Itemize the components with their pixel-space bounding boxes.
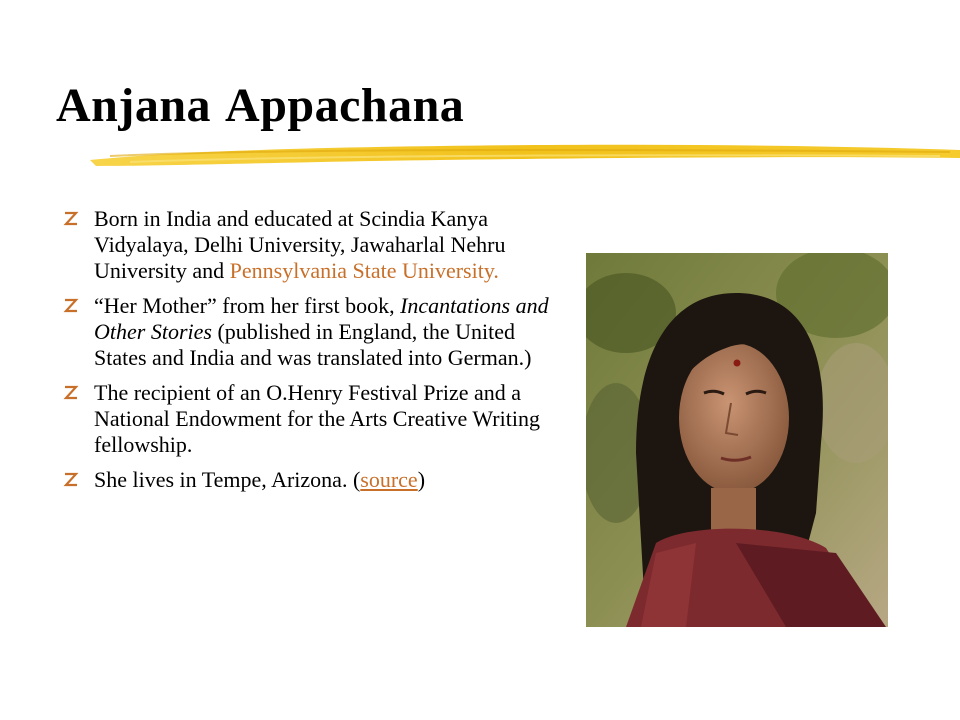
- z-bullet-icon: [62, 468, 80, 490]
- source-link[interactable]: source: [360, 467, 418, 492]
- portrait-illustration: [586, 253, 888, 627]
- z-bullet-icon: [62, 294, 80, 316]
- bullet-awards-text: The recipient of an O.Henry Festival Prize and a National Endowment for the Arts Creative Writing fellowship.: [94, 380, 540, 457]
- bullet-education-text: Born in India and educated at Scindia Kanya Vidyalaya, Delhi University, Jawaharlal Nehru University and: [94, 206, 506, 283]
- bullet-awards: [60, 380, 560, 458]
- slide-title: [56, 78, 464, 133]
- author-portrait-photo: [586, 253, 888, 627]
- bullet-her-mother-tail: (published in England, the United States and India and was translated into German.): [94, 319, 532, 370]
- title-first-name: Anjana: [56, 79, 212, 132]
- bullet-education-university: Pennsylvania State University.: [229, 258, 499, 283]
- bullet-education: [60, 206, 560, 284]
- z-bullet-icon: [62, 381, 80, 403]
- bullet-her-mother-text: “Her Mother” from her first book,: [94, 293, 401, 318]
- bullet-her-mother: [60, 293, 560, 371]
- bullet-residence-tail: ): [417, 467, 426, 492]
- z-bullet-icon: [62, 207, 80, 229]
- title-last-name: Appachana: [225, 79, 465, 132]
- bullet-residence-text: She lives in Tempe, Arizona. (: [94, 467, 361, 492]
- bullet-residence: [60, 467, 560, 493]
- bullet-list: [60, 206, 560, 502]
- book-title: Incantations and Other Stories: [94, 293, 549, 344]
- brush-stroke-underline: [90, 136, 960, 176]
